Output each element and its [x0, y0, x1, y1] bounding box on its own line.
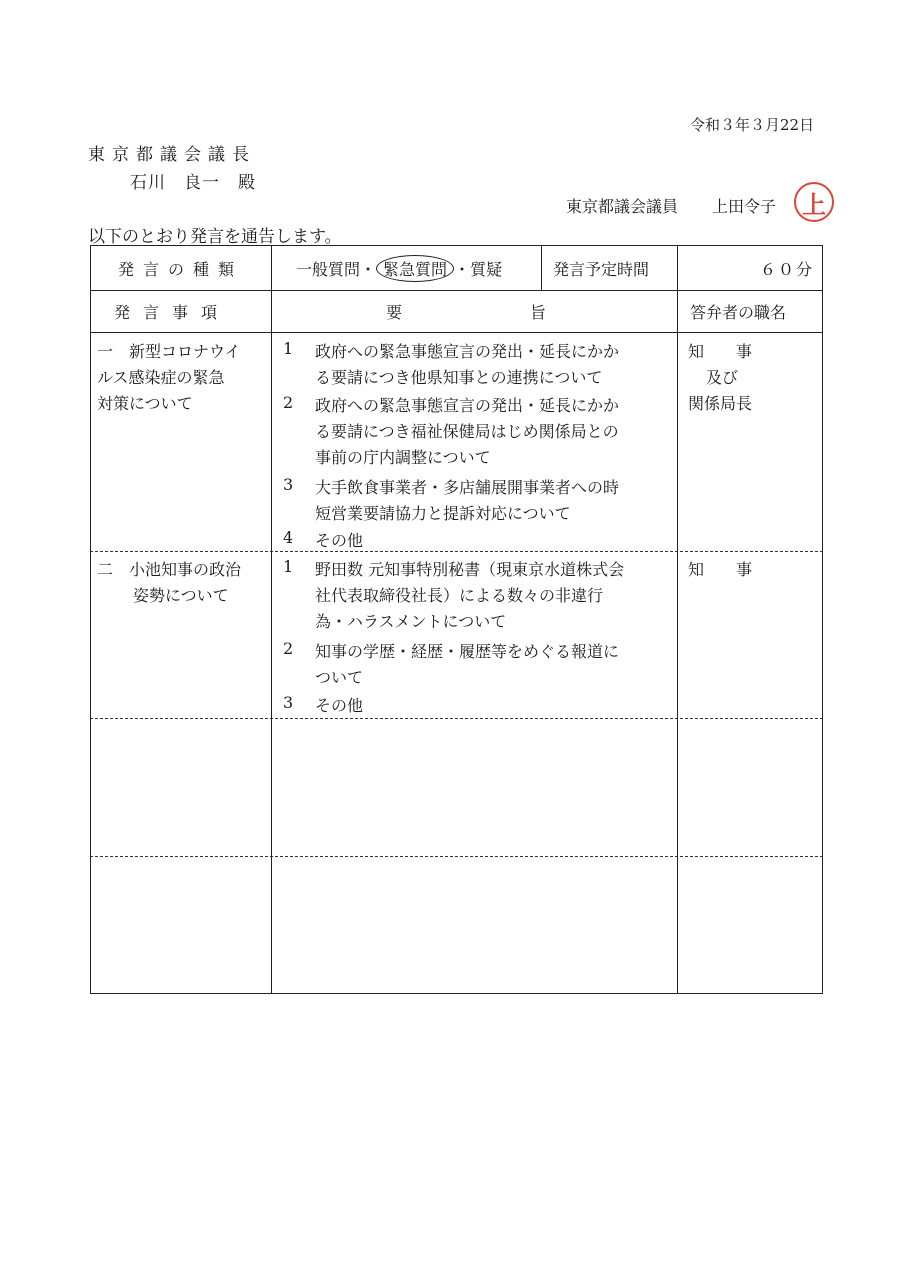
point-1-1: 政府への緊急事態宣言の発出・延長にかか る要請につき他県知事との連携について	[315, 342, 620, 387]
sender-title: 東京都議会議員	[566, 197, 679, 216]
personal-seal-stamp: 上	[794, 182, 834, 222]
scheduled-time-value: ６０分	[760, 260, 815, 279]
point-1-4: その他	[315, 531, 364, 550]
addressee-title: 東京都議会議長	[88, 145, 256, 165]
point-number: 1	[283, 557, 294, 576]
header-summary: 要 旨	[386, 303, 547, 322]
table-divider	[90, 332, 823, 333]
point-number: 3	[283, 693, 294, 712]
point-2-1: 野田数 元知事特別秘書（現東京水道株式会 社代表取締役社長）による数々の非違行 為・ハラスメントについて	[315, 560, 625, 631]
table-column-divider	[271, 245, 272, 994]
sender-name: 上田令子	[712, 197, 777, 216]
point-number: 1	[283, 339, 294, 358]
header-respondent: 答弁者の職名	[690, 303, 787, 322]
table-divider	[90, 551, 823, 552]
respondent-1: 知 事 及び 関係局長	[688, 342, 753, 413]
speech-type-options	[296, 257, 502, 280]
point-number: 2	[283, 639, 294, 658]
table-column-divider	[541, 245, 542, 290]
option-general-question: 一般質問	[296, 260, 361, 279]
option-urgent-question-selected: 緊急質問	[376, 255, 454, 282]
point-number: 3	[283, 475, 294, 494]
table-divider	[90, 856, 823, 857]
speech-type-label: 発言の種類	[118, 260, 244, 279]
intro-text: 以下のとおり発言を通告します。	[88, 227, 342, 247]
option-separator: ・	[454, 260, 471, 279]
point-2-2: 知事の学歴・経歴・履歴等をめぐる報道に ついて	[315, 642, 620, 687]
notice-date: 令和３年３月22日	[690, 116, 815, 134]
matter-2: 二 小池知事の政治 姿勢について	[97, 560, 242, 605]
point-number: 2	[283, 393, 294, 412]
addressee-name: 石川 良一 殿	[130, 173, 256, 193]
option-doubt: 質疑	[470, 260, 503, 279]
point-1-3: 大手飲食事業者・多店舗展開事業者への時 短営業要請協力と提訴対応について	[315, 478, 620, 523]
option-separator: ・	[360, 260, 377, 279]
header-matter: 発言事項	[114, 303, 231, 322]
point-number: 4	[283, 528, 294, 547]
table-divider	[90, 290, 823, 291]
point-1-2: 政府への緊急事態宣言の発出・延長にかか る要請につき福祉保健局はじめ関係局との 事前の庁内調整について	[315, 396, 620, 467]
scheduled-time-label: 発言予定時間	[553, 260, 650, 279]
table-divider	[90, 718, 823, 719]
matter-1: 一 新型コロナウイ ルス感染症の緊急 対策について	[97, 342, 241, 413]
table-column-divider	[677, 245, 678, 994]
point-2-3: その他	[315, 696, 364, 715]
respondent-2: 知 事	[688, 560, 753, 579]
